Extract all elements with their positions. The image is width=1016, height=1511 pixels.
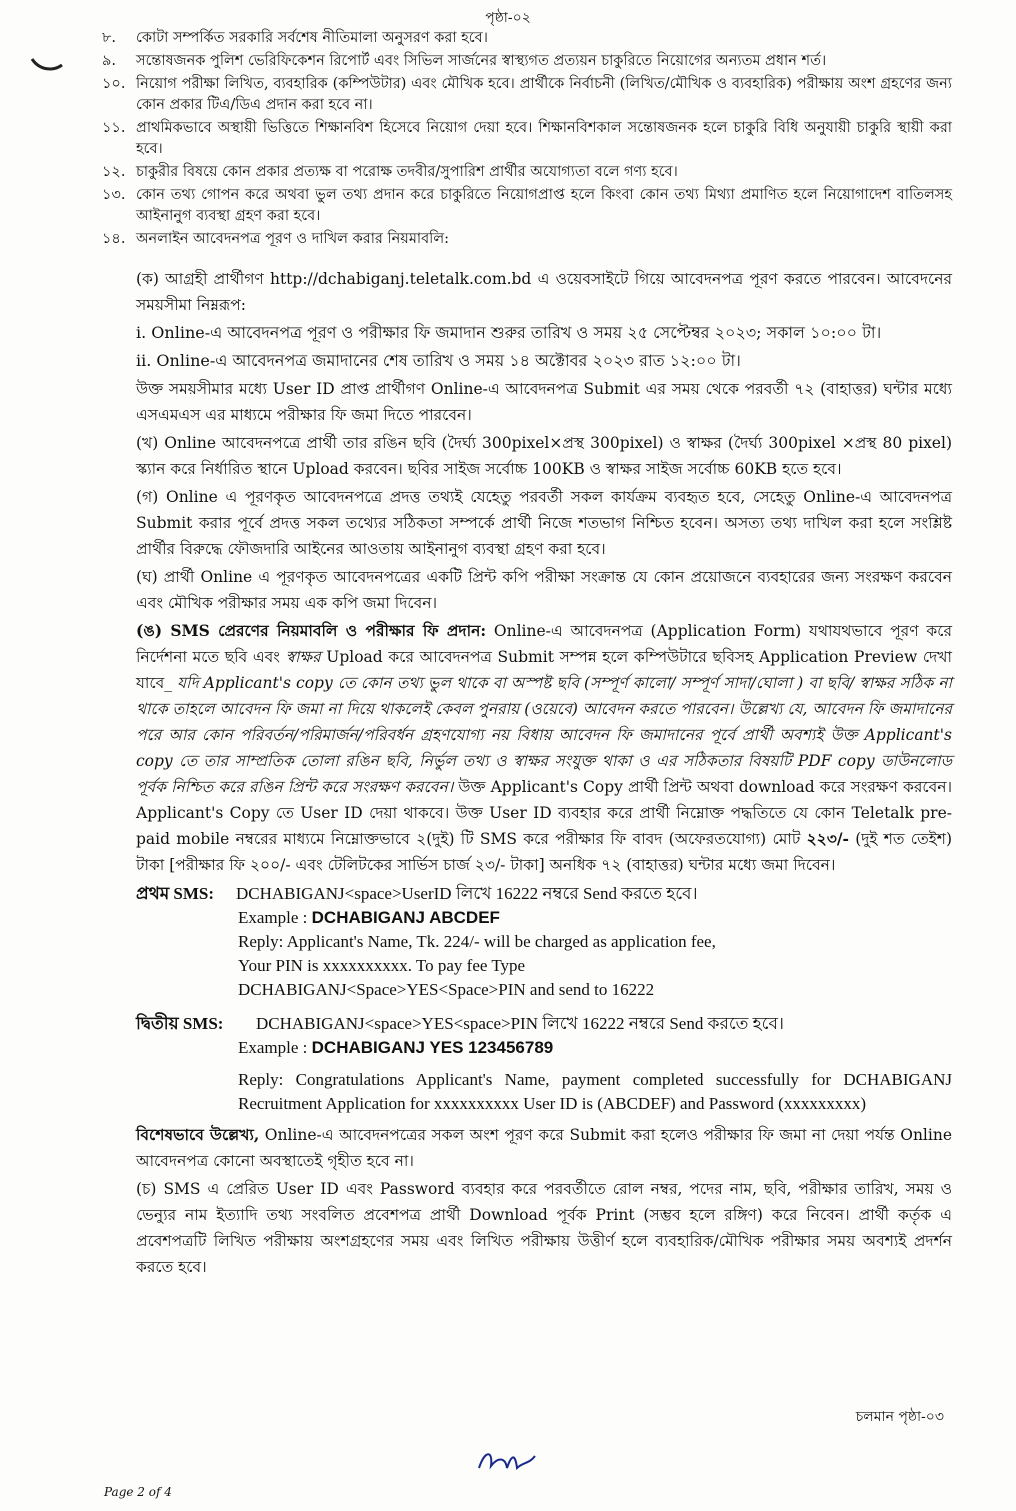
sms-1-block: প্রথম SMS: DCHABIGANJ<space>UserID লিখে 16222 নম্বরে Send করতে হবে। Example : DCHABIGANJ ABCDEF Reply: Applicant's Name, Tk. 224/- will be charged as application fee, Your PIN is xxxxxxxxxx. To pay fee Type DCHABIGANJ<Space>YES<Space>PIN and send to 16222 <box>136 884 716 999</box>
list-item: ১০. নিয়োগ পরীক্ষা লিখিত, ব্যবহারিক (কম্পিউটার) এবং মৌখিক হবে। প্রার্থীকে নির্বাচনী (লিখিত/মৌখিক ও ব্যবহারিক) পরীক্ষায় অংশ গ্রহণের জন্য কোন প্রকার টিএ/ডিএ প্রদান করা হবে না। <box>102 76 952 113</box>
sms-2-label: দ্বিতীয় SMS: <box>136 1014 224 1033</box>
list-item: ১২. চাকুরীর বিষয়ে কোন প্রকার প্রত্যক্ষ বা পরোক্ষ তদবীর/সুপারিশ প্রার্থীর অযোগ্যতা বলে গণ্য হবে। <box>102 164 678 180</box>
date-end: ii. Online-এ আবেদনপত্র জমাদানের শেষ তারিখ ও সময় ১৪ অক্টোবর ২০২৩ রাত ১২:০০ টা। <box>136 351 741 370</box>
list-item: ১১. প্রাথমিকভাবে অস্থায়ী ভিত্তিতে শিক্ষানবিশ হিসেবে নিয়োগ দেয়া হবে। শিক্ষানবিশকাল সন্তোষজনক হলে চাকুরি বিধি অনুযায়ী চাকুরি স্থায়ী করা হবে। <box>102 120 952 157</box>
signature <box>475 1446 545 1476</box>
special-note: বিশেষভাবে উল্লেখ্য, Online-এ আবেদনপত্রের সকল অংশ পূরণ করে Submit করা হলেও পরীক্ষার ফি জমা না দেয়া পর্যন্ত Online আবেদনপত্র কোনো অবস্থাতেই গৃহীত হবে না। <box>136 1125 952 1170</box>
para-kha: (খ) Online আবেদনপত্রে প্রার্থী তার রঙিন ছবি (দৈর্ঘ্য 300pixel×প্রস্থ 300pixel) ও স্বাক্ষর (দৈর্ঘ্য 300pixel ×প্রস্থ 80 pixel) স্ক্যান করে নির্ধারিত স্থানে Upload করবেন। ছবির সাইজ সর্বোচ্চ 100KB ও স্বাক্ষর সাইজ সর্বোচ্চ 60KB হতে হবে। <box>136 434 952 478</box>
date-start: i. Online-এ আবেদনপত্র পূরণ ও পরীক্ষার ফি জমাদান শুরুর তারিখ ও সময় ২৫ সেপ্টেম্বর ২০২৩; সকাল ১০:০০ টা। <box>136 323 882 342</box>
para-umo-heading: (ঙ) SMS প্রেরণের নিয়মাবলি ও পরীক্ষার ফি প্রদান: <box>136 621 487 640</box>
para-cha: (চ) SMS এ প্রেরিত User ID এবং Password ব্যবহার করে পরবর্তীতে রোল নম্বর, পদের নাম, ছবি, পরীক্ষার তারিখ, সময় ও ভেন্যুর নাম ইত্যাদি তথ্য সংবলিত প্রবেশপত্র প্রার্থী Download পূর্বক Print (সম্ভব হলে রঙ্গিণ) করে নিবেন। প্রার্থী কর্তৃক এ প্রবেশপত্রটি লিখিত পরীক্ষায় অংশগ্রহণের সময় এবং লিখিত পরীক্ষায় উত্তীর্ণ হলে ব্যবহারিক/মৌখিক পরীক্ষার সময় অবশ্যই প্রদর্শন করতে হবে। <box>136 1180 952 1276</box>
list-item: ৮. কোটা সম্পর্কিত সরকারি সর্বশেষ নীতিমালা অনুসরণ করা হবে। <box>102 30 488 46</box>
continued-label: চলমান পৃষ্ঠা-০৩ <box>855 1409 944 1425</box>
para-gha: (ঘ) প্রার্থী Online এ পূরণকৃত আবেদনপত্রের একটি প্রিন্ট কপি পরীক্ষা সংক্রান্ত যে কোন প্রয়োজনে ব্যবহারের জন্য সংরক্ষণ করবেন এবং মৌখিক পরীক্ষার সময় এক কপি জমা দিবেন। <box>136 568 952 612</box>
numbered-list <box>102 28 952 252</box>
sms-2-example: DCHABIGANJ YES 123456789 <box>311 1038 554 1057</box>
list-item: ৯. সন্তোষজনক পুলিশ ভেরিফিকেশন রিপোর্ট এবং সিভিল সার্জনের স্বাস্থ্যগত প্রত্যয়ন চাকুরিতে নিয়োগের অন্যতম প্রধান শর্ত। <box>102 53 827 69</box>
page-footer: Page 2 of 4 <box>104 1485 172 1499</box>
section-14-body <box>136 266 952 1282</box>
time-note: উক্ত সময়সীমার মধ্যে User ID প্রাপ্ত প্রার্থীগণ Online-এ আবেদনপত্র Submit এর সময় থেকে পরবর্তী ৭২ (বাহাত্তর) ঘন্টার মধ্যে এসএমএস এর মাধ্যমে পরীক্ষার ফি জমা দিতে পারবেন। <box>136 380 952 424</box>
sms-1-example: DCHABIGANJ ABCDEF <box>311 908 500 927</box>
list-item: ১৩. কোন তথ্য গোপন করে অথবা ভুল তথ্য প্রদান করে চাকুরিতে নিয়োগপ্রাপ্ত হলে কিংবা কোন তথ্য মিথ্যা প্রমাণিত হলে নিয়োগাদেশ বাতিলসহ আইনানুগ ব্যবস্থা গ্রহণ করা হবে। <box>102 187 952 224</box>
para-ga: (গ) Online এ পূরণকৃত আবেদনপত্রে প্রদত্ত তথ্যই যেহেতু পরবর্তী সকল কার্যক্রম ব্যবহৃত হবে, সেহেতু Online-এ আবেদনপত্র Submit করার পূর্বে প্রদত্ত সকল তথ্যের সঠিকতা সম্পর্কে প্রার্থী নিজে শতভাগ নিশ্চিত হবেন। অসত্য তথ্য দাখিল করা হলে সংশ্লিষ্ট প্রার্থীর বিরুদ্ধে ফৌজদারি আইনের আওতায় আইনানুগ ব্যবস্থা গ্রহণ করা হবে। <box>136 488 952 558</box>
sms-2-block: দ্বিতীয় SMS: DCHABIGANJ<space>YES<space>PIN লিখে 16222 নম্বরে Send করতে হবে। Example : DCHABIGANJ YES 123456789 Reply: Congratulations Applicant's Name, payment completed successfully for DCHABIGANJ Recruitment Application for xxxxxxxxxx User ID is (ABCDEF) and Password (xxxxxxxxx) <box>136 1014 952 1113</box>
list-item: ১৪. অনলাইন আবেদনপত্র পূরণ ও দাখিল করার নিয়মাবলি: <box>102 231 450 247</box>
sms-1-label: প্রথম SMS: <box>136 884 215 903</box>
punch-hole-mark <box>30 55 64 73</box>
page-number: পৃষ্ঠা-০২ <box>485 10 531 26</box>
para-umo: (ঙ) SMS প্রেরণের নিয়মাবলি ও পরীক্ষার ফি প্রদান: Online-এ আবেদনপত্র (Application Form) যথাযথভাবে পূরণ করে নির্দেশনা মতে ছবি এবং স্বাক্ষর Upload করে আবেদনপত্র Submit সম্পন্ন হলে কম্পিউটারে ছবিসহ Application Preview দেখা যাবে_ যদি Applicant's copy তে কোন তথ্য ভুল থাকে বা অস্পষ্ট ছবি (সম্পূর্ণ কালো/ সম্পূর্ণ সাদা/ঘোলা ) বা ছবি/ স্বাক্ষর সঠিক না থাকে তাহলে আবেদন ফি জমা না দিয়ে থাকলেই কেবল পুনরায় (ওয়েবে) আবেদন করতে পারবেন। উল্লেখ্য যে, আবেদন ফি জমাদানের পরে আর কোন পরিবর্তন/পরিমার্জন/পরিবর্ধন গ্রহণযোগ্য নয় বিধায় আবেদন ফি জমাদানের পূর্বে প্রার্থী অবশ্যই উক্ত Applicant's copy তে তার সাম্প্রতিক তোলা রঙিন ছবি, নির্ভুল তথ্য ও স্বাক্ষর সংযুক্ত থাকা ও এর সঠিকতার বিষয়টি PDF copy ডাউনলোড পূর্বক নিশ্চিত করে রঙিন প্রিন্ট করে সংরক্ষণ করবেন। উক্ত Applicant's Copy প্রার্থী প্রিন্ট অথবা download করে সংরক্ষণ করবেন। Applicant's Copy তে User ID দেয়া থাকবে। উক্ত User ID ব্যবহার করে প্রার্থী নিম্নোক্ত পদ্ধতিতে যে কোন Teletalk pre-paid mobile নম্বরের মাধ্যমে নিম্নোক্তভাবে ২(দুই) টি SMS করে পরীক্ষার ফি বাবদ (অফেরতযোগ্য) মোট ২২৩/- (দুই শত তেইশ) টাকা [পরীক্ষার ফি ২০০/- এবং টেলিটকের সার্ভিস চার্জ ২৩/- টাকা] অনধিক ৭২ (বাহাত্তর) ঘন্টার মধ্যে জমা দিবেন। <box>136 621 953 874</box>
italic-note: যদি Applicant's copy তে কোন তথ্য ভুল থাকে বা অস্পষ্ট ছবি (সম্পূর্ণ কালো/ সম্পূর্ণ সাদা/ঘোলা ) বা ছবি/ স্বাক্ষর সঠিক না থাকে তাহলে আবেদন ফি জমা না দিয়ে থাকলেই কেবল পুনরায় (ওয়েবে) আবেদন করতে পারবেন। উল্লেখ্য যে, আবেদন ফি জমাদানের পরে আর কোন পরিবর্তন/পরিমার্জন/পরিবর্ধন গ্রহণযোগ্য নয় বিধায় আবেদন ফি জমাদানের পূর্বে প্রার্থী অবশ্যই উক্ত Applicant's copy তে তার সাম্প্রতিক তোলা রঙিন ছবি, নির্ভুল তথ্য ও স্বাক্ষর সংযুক্ত থাকা ও এর সঠিকতার বিষয়টি PDF copy ডাউনলোড পূর্বক নিশ্চিত করে রঙিন প্রিন্ট করে সংরক্ষণ করবেন। <box>136 674 952 796</box>
fee-amount: ২২৩/- <box>806 829 849 848</box>
para-ka: (ক) আগ্রহী প্রার্থীগণ http://dchabiganj.teletalk.com.bd এ ওয়েবসাইটে গিয়ে আবেদনপত্র পূরণ করতে পারবেন। আবেদনের সময়সীমা নিম্নরূপ: <box>136 270 952 314</box>
